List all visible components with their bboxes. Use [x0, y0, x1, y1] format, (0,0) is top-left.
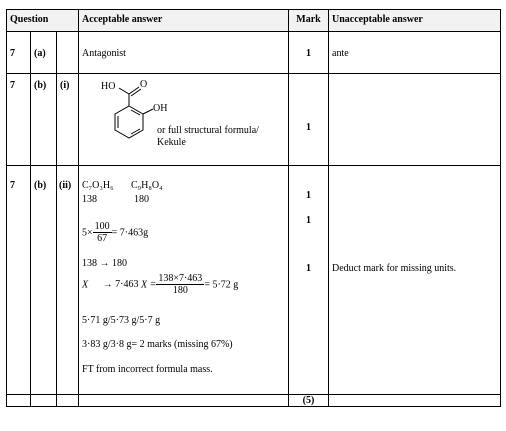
mark-value: 1 [289, 74, 329, 166]
header-unacceptable: Unacceptable answer [329, 10, 501, 32]
total-empty-3 [57, 395, 79, 407]
total-empty-4 [79, 395, 289, 407]
subpart-label: (ii) [57, 166, 79, 395]
total-empty-1 [7, 395, 31, 407]
calc-fraction [93, 221, 112, 245]
marks-cell [289, 166, 329, 395]
ft-note: FT from incorrect formula mass. [82, 364, 213, 375]
x-arrow: → 7·463 [102, 279, 139, 291]
unacceptable-empty [329, 74, 501, 166]
acceptable-answer-structure [79, 74, 289, 166]
header-row [7, 10, 501, 32]
structure-note-line2: Kekule [157, 137, 186, 148]
row-7bii [7, 166, 501, 395]
total-empty-5 [329, 395, 501, 407]
calc-line [82, 221, 148, 245]
part-label: (b) [31, 74, 57, 166]
mass-product: 180 [134, 194, 150, 205]
part-label: (a) [31, 32, 57, 74]
calc-numerator: 100 [94, 221, 110, 232]
x-label: X [82, 279, 89, 291]
question-number: 7 [7, 166, 31, 395]
x-numerator: 138×7·463 [158, 273, 203, 284]
subpart-label: (i) [57, 74, 79, 166]
mark-value: 1 [306, 263, 312, 274]
o-label: O [140, 79, 148, 90]
unacceptable-answer: ante [329, 32, 501, 74]
total-mark: (5) [289, 395, 329, 407]
question-number: 7 [7, 74, 31, 166]
partial-credit: 3·83 g/3·8 g= 2 marks (missing 67%) [82, 339, 233, 350]
unacceptable-answer: Deduct mark for missing units. [332, 263, 457, 274]
x-result: = 5·72 g [204, 279, 239, 291]
ho-label: HO [101, 81, 116, 92]
salicylic-acid-structure [87, 78, 207, 148]
subpart-empty [57, 32, 79, 74]
acceptable-answer: Antagonist [79, 32, 289, 74]
header-mark: Mark [289, 10, 329, 32]
x-fraction [156, 273, 204, 297]
unacceptable-cell [329, 166, 501, 395]
formula-product: C₉H₈O₄ [131, 180, 163, 191]
header-acceptable: Acceptable answer [79, 10, 289, 32]
mark-value: 1 [289, 32, 329, 74]
header-question: Question [7, 10, 79, 32]
x-equals: X = [140, 279, 157, 291]
calc-result: = 7·463g [111, 227, 149, 239]
accepted-range: 5·71 g/5·73 g/5·7 g [82, 315, 161, 326]
total-empty-2 [31, 395, 57, 407]
row-7a [7, 32, 501, 74]
mass-reactant: 138 [82, 194, 98, 205]
oh-label: OH [153, 103, 168, 114]
mark-scheme-table [6, 9, 501, 407]
calc-prefix: 5× [82, 227, 93, 239]
part-label: (b) [31, 166, 57, 395]
proportion-line [82, 273, 238, 297]
formula-reactant: C₇O₃H₆ [82, 180, 114, 191]
mark-value: 1 [306, 190, 312, 201]
row-7bi [7, 74, 501, 166]
x-denominator: 180 [172, 285, 188, 296]
acceptable-answer-working [79, 166, 289, 395]
question-number: 7 [7, 32, 31, 74]
mark-value: 1 [306, 215, 312, 226]
calc-denominator: 67 [97, 233, 108, 244]
structure-note-line1: or full structural formula/ [157, 125, 259, 136]
total-row [7, 395, 501, 407]
ratio-line: 138 → 180 [82, 258, 128, 269]
